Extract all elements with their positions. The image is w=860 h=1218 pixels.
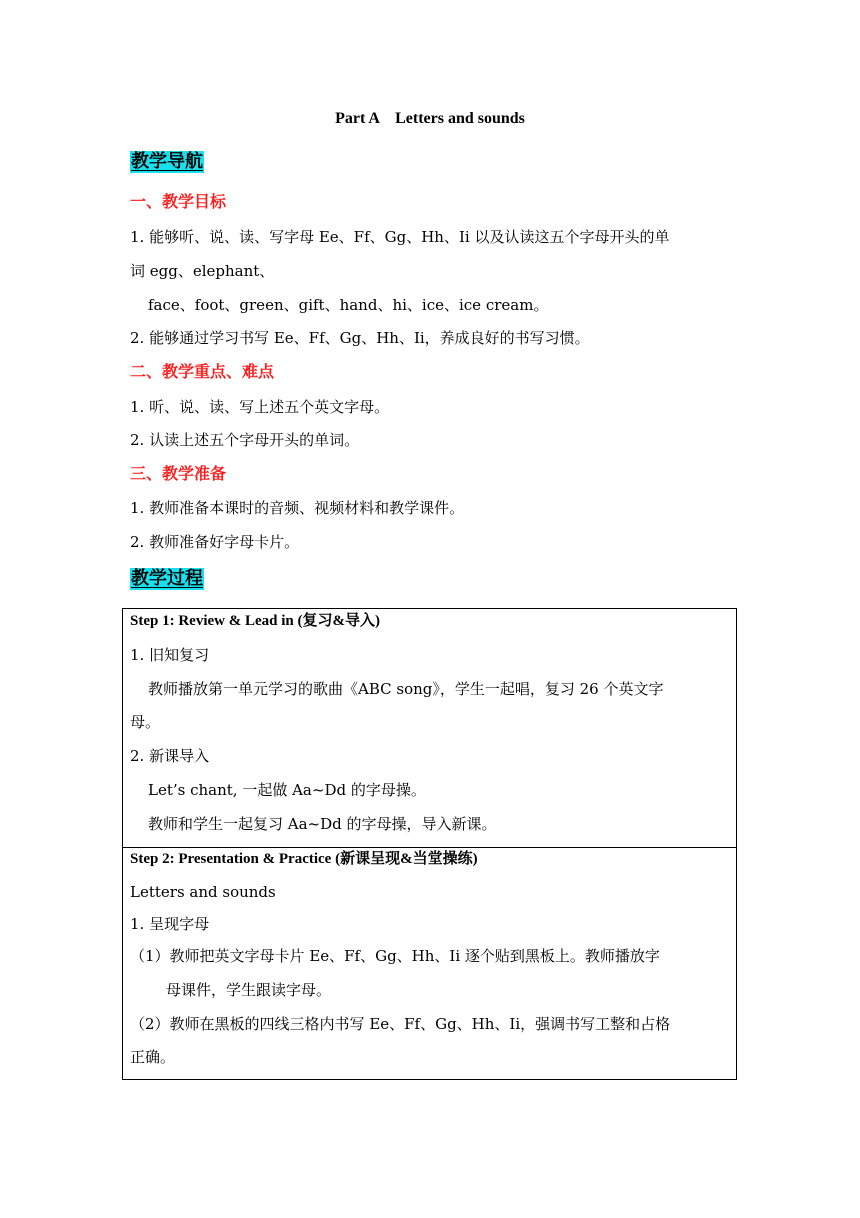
goal-line: face、foot、green、gift、hand、hi、ice、ice cream。 — [148, 296, 549, 314]
preparation-line: 2. 教师准备好字母卡片。 — [130, 533, 300, 551]
section-heading-nav: 教学导航 — [131, 151, 203, 172]
step1-line: 教师播放第一单元学习的歌曲《ABC song》，学生一起唱，复习 26 个英文字 — [148, 680, 664, 698]
step1-line: 2. 新课导入 — [130, 747, 210, 765]
step2-title: Step 2: Presentation & Practice (新课呈现&当堂操练) — [130, 851, 478, 867]
step2-line: （1）教师把英文字母卡片 Ee、Ff、Gg、Hh、Ii 逐个贴到黑板上。教师播放字 — [130, 947, 660, 965]
step2-line: 正确。 — [130, 1048, 176, 1066]
goals-heading: 一、教学目标 — [130, 192, 227, 211]
key-point-line: 1. 听、说、读、写上述五个英文字母。 — [130, 398, 390, 416]
step1-line: 1. 旧知复习 — [130, 646, 210, 664]
step1-title: Step 1: Review & Lead in (复习&导入) — [130, 613, 380, 629]
step2-line: 母课件，学生跟读字母。 — [166, 981, 332, 999]
step1-line: 母。 — [130, 713, 161, 731]
key-points-heading: 二、教学重点、难点 — [130, 362, 275, 381]
key-point-line: 2. 认读上述五个字母开头的单词。 — [130, 431, 360, 449]
preparation-heading: 三、教学准备 — [130, 464, 227, 483]
page-title: Part A Letters and sounds — [335, 110, 525, 127]
step2-line: （2）教师在黑板的四线三格内书写 Ee、Ff、Gg、Hh、Ii，强调书写工整和占格 — [130, 1015, 671, 1033]
preparation-line: 1. 教师准备本课时的音频、视频材料和教学课件。 — [130, 499, 465, 517]
step1-line: Let’s chant, 一起做 Aa~Dd 的字母操。 — [148, 781, 426, 799]
goal-line: 1. 能够听、说、读、写字母 Ee、Ff、Gg、Hh、Ii 以及认读这五个字母开头的单 — [130, 228, 670, 246]
step2-line: Letters and sounds — [130, 883, 276, 901]
step1-line: 教师和学生一起复习 Aa~Dd 的字母操，导入新课。 — [148, 815, 497, 833]
goal-line: 词 egg、elephant、 — [130, 262, 275, 280]
goal-line: 2. 能够通过学习书写 Ee、Ff、Gg、Hh、Ii，养成良好的书写习惯。 — [130, 329, 590, 347]
section-heading-process: 教学过程 — [131, 568, 203, 589]
step2-line: 1. 呈现字母 — [130, 915, 210, 933]
step1-box — [122, 608, 737, 848]
